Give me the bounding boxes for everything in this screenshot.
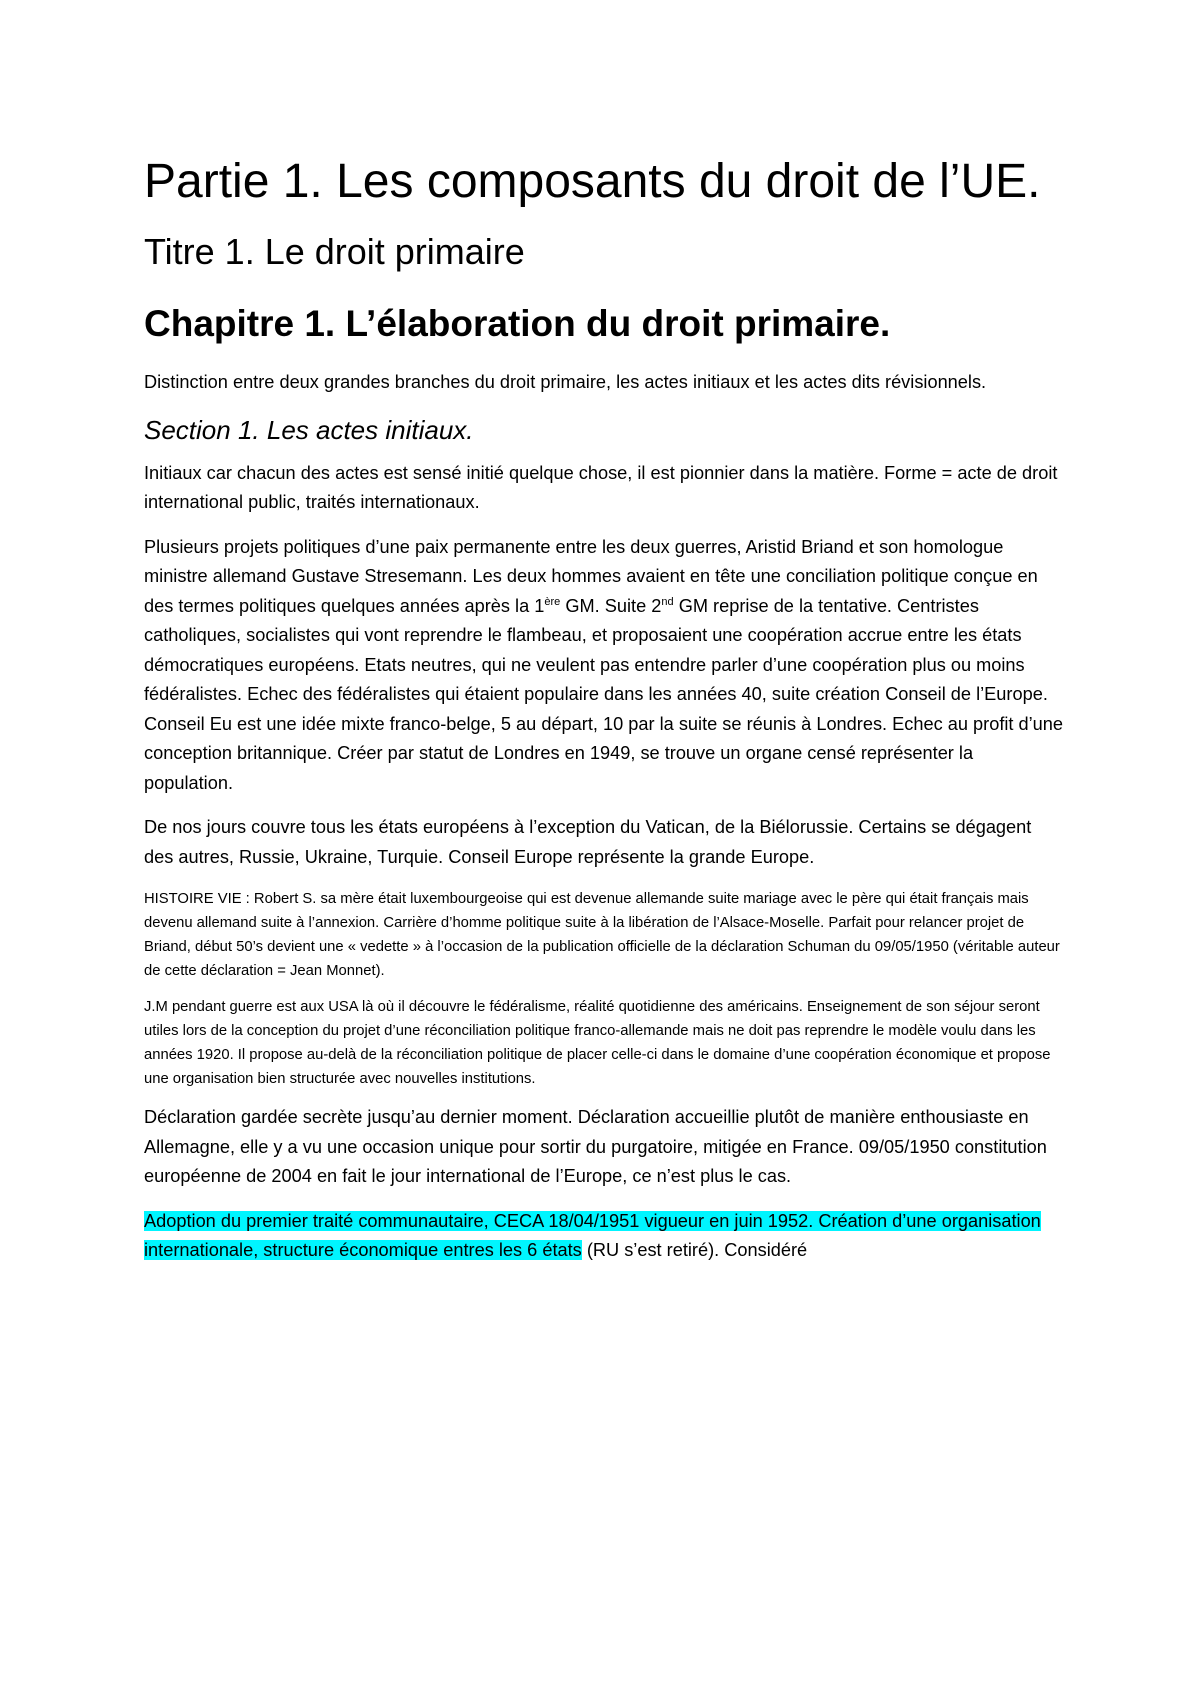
paragraph-projets-part1: Plusieurs projets politiques d’une paix permanente entre les deux guerres, Aristid Briand et son homologue ministre allemand Gustave Stresemann. Les deux hommes avaient en tête une conciliation politique conçue en des termes politiques quelques années après la 1 [144,536,1038,616]
paragraph-adoption-rest: (RU s’est retiré). Considéré [581,1240,808,1260]
document-page [144,150,1064,1281]
paragraph-projets [144,533,1064,799]
chapter-heading: Chapitre 1. L’élaboration du droit primaire. [144,303,891,344]
paragraph-de-nos-jours: De nos jours couvre tous les états européens à l’exception du Vatican, de la Biélorussie. Certains se dégagent des autres, Russie, Ukraine, Turquie. Conseil Europe représente la grande Europe. [144,817,1032,867]
paragraph-jean-monnet: J.M pendant guerre est aux USA là où il découvre le fédéralisme, réalité quotidienne des américains. Enseignement de son séjour seront utiles lors de la conception du projet d’une réconciliation politique franco-allemande mais ne doit pas reprendre le modèle voulu dans les années 1920. Il propose au-delà de la réconciliation politique de placer celle-ci dans le domaine d’une coopération économique et propose une organisation bien structurée avec nouvelles institutions. [144,999,1051,1087]
paragraph-declaration: Déclaration gardée secrète jusqu’au dernier moment. Déclaration accueillie plutôt de manière enthousiaste en Allemagne, elle y a vu une occasion unique pour sortir du purgatoire, mitigée en France. 09/05/1950 constitution européenne de 2004 en fait le jour international de l’Europe, ce n’est plus le cas. [144,1107,1047,1186]
part-heading: Partie 1. Les composants du droit de l’UE. [144,155,1041,208]
superscript-nd: nd [661,595,674,608]
paragraph-histoire: HISTOIRE VIE : Robert S. sa mère était luxembourgeoise qui est devenue allemande suite mariage avec le père qui était français mais devenu allemand suite à l’annexion. Carrière d’homme politique suite à la libération de l’Alsace-Moselle. Parfait pour relancer projet de Briand, début 50’s devient une « vedette » à l’occasion de la publication officielle de la déclaration Schuman du 09/05/1950 (véritable auteur de cette déclaration = Jean Monnet). [144,891,1060,979]
highlighted-text: Adoption du premier traité communautaire, CECA 18/04/1951 vigueur en juin 1952. Création d’une organisation internationale, structure économique entres les 6 états [144,1210,1041,1260]
paragraph-initiaux: Initiaux car chacun des actes est sensé initié quelque chose, il est pionnier dans la matière. Forme = acte de droit international public, traités internationaux. [144,462,1058,512]
paragraph-projets-part2: GM. Suite 2 [560,595,662,616]
title-heading: Titre 1. Le droit primaire [144,231,525,272]
intro-paragraph: Distinction entre deux grandes branches du droit primaire, les actes initiaux et les actes dits révisionnels. [144,372,987,392]
paragraph-projets-part3: GM reprise de la tentative. Centristes catholiques, socialistes qui vont reprendre le flambeau, et proposaient une coopération accrue entre les états démocratiques européens. Etats neutres, qui ne veulent pas entendre parler d’une coopération plus ou moins fédéralistes. Echec des fédéralistes qui étaient populaire dans les années 40, suite création Conseil de l’Europe. Conseil Eu est une idée mixte franco-belge, 5 au départ, 10 par la suite se réunis à Londres. Echec au profit d’une conception britannique. Créer par statut de Londres en 1949, se trouve un organe censé représenter la population. [144,595,1064,793]
paragraph-adoption [144,1207,1064,1266]
superscript-ere: ère [544,595,561,608]
section-heading: Section 1. Les actes initiaux. [144,414,474,445]
